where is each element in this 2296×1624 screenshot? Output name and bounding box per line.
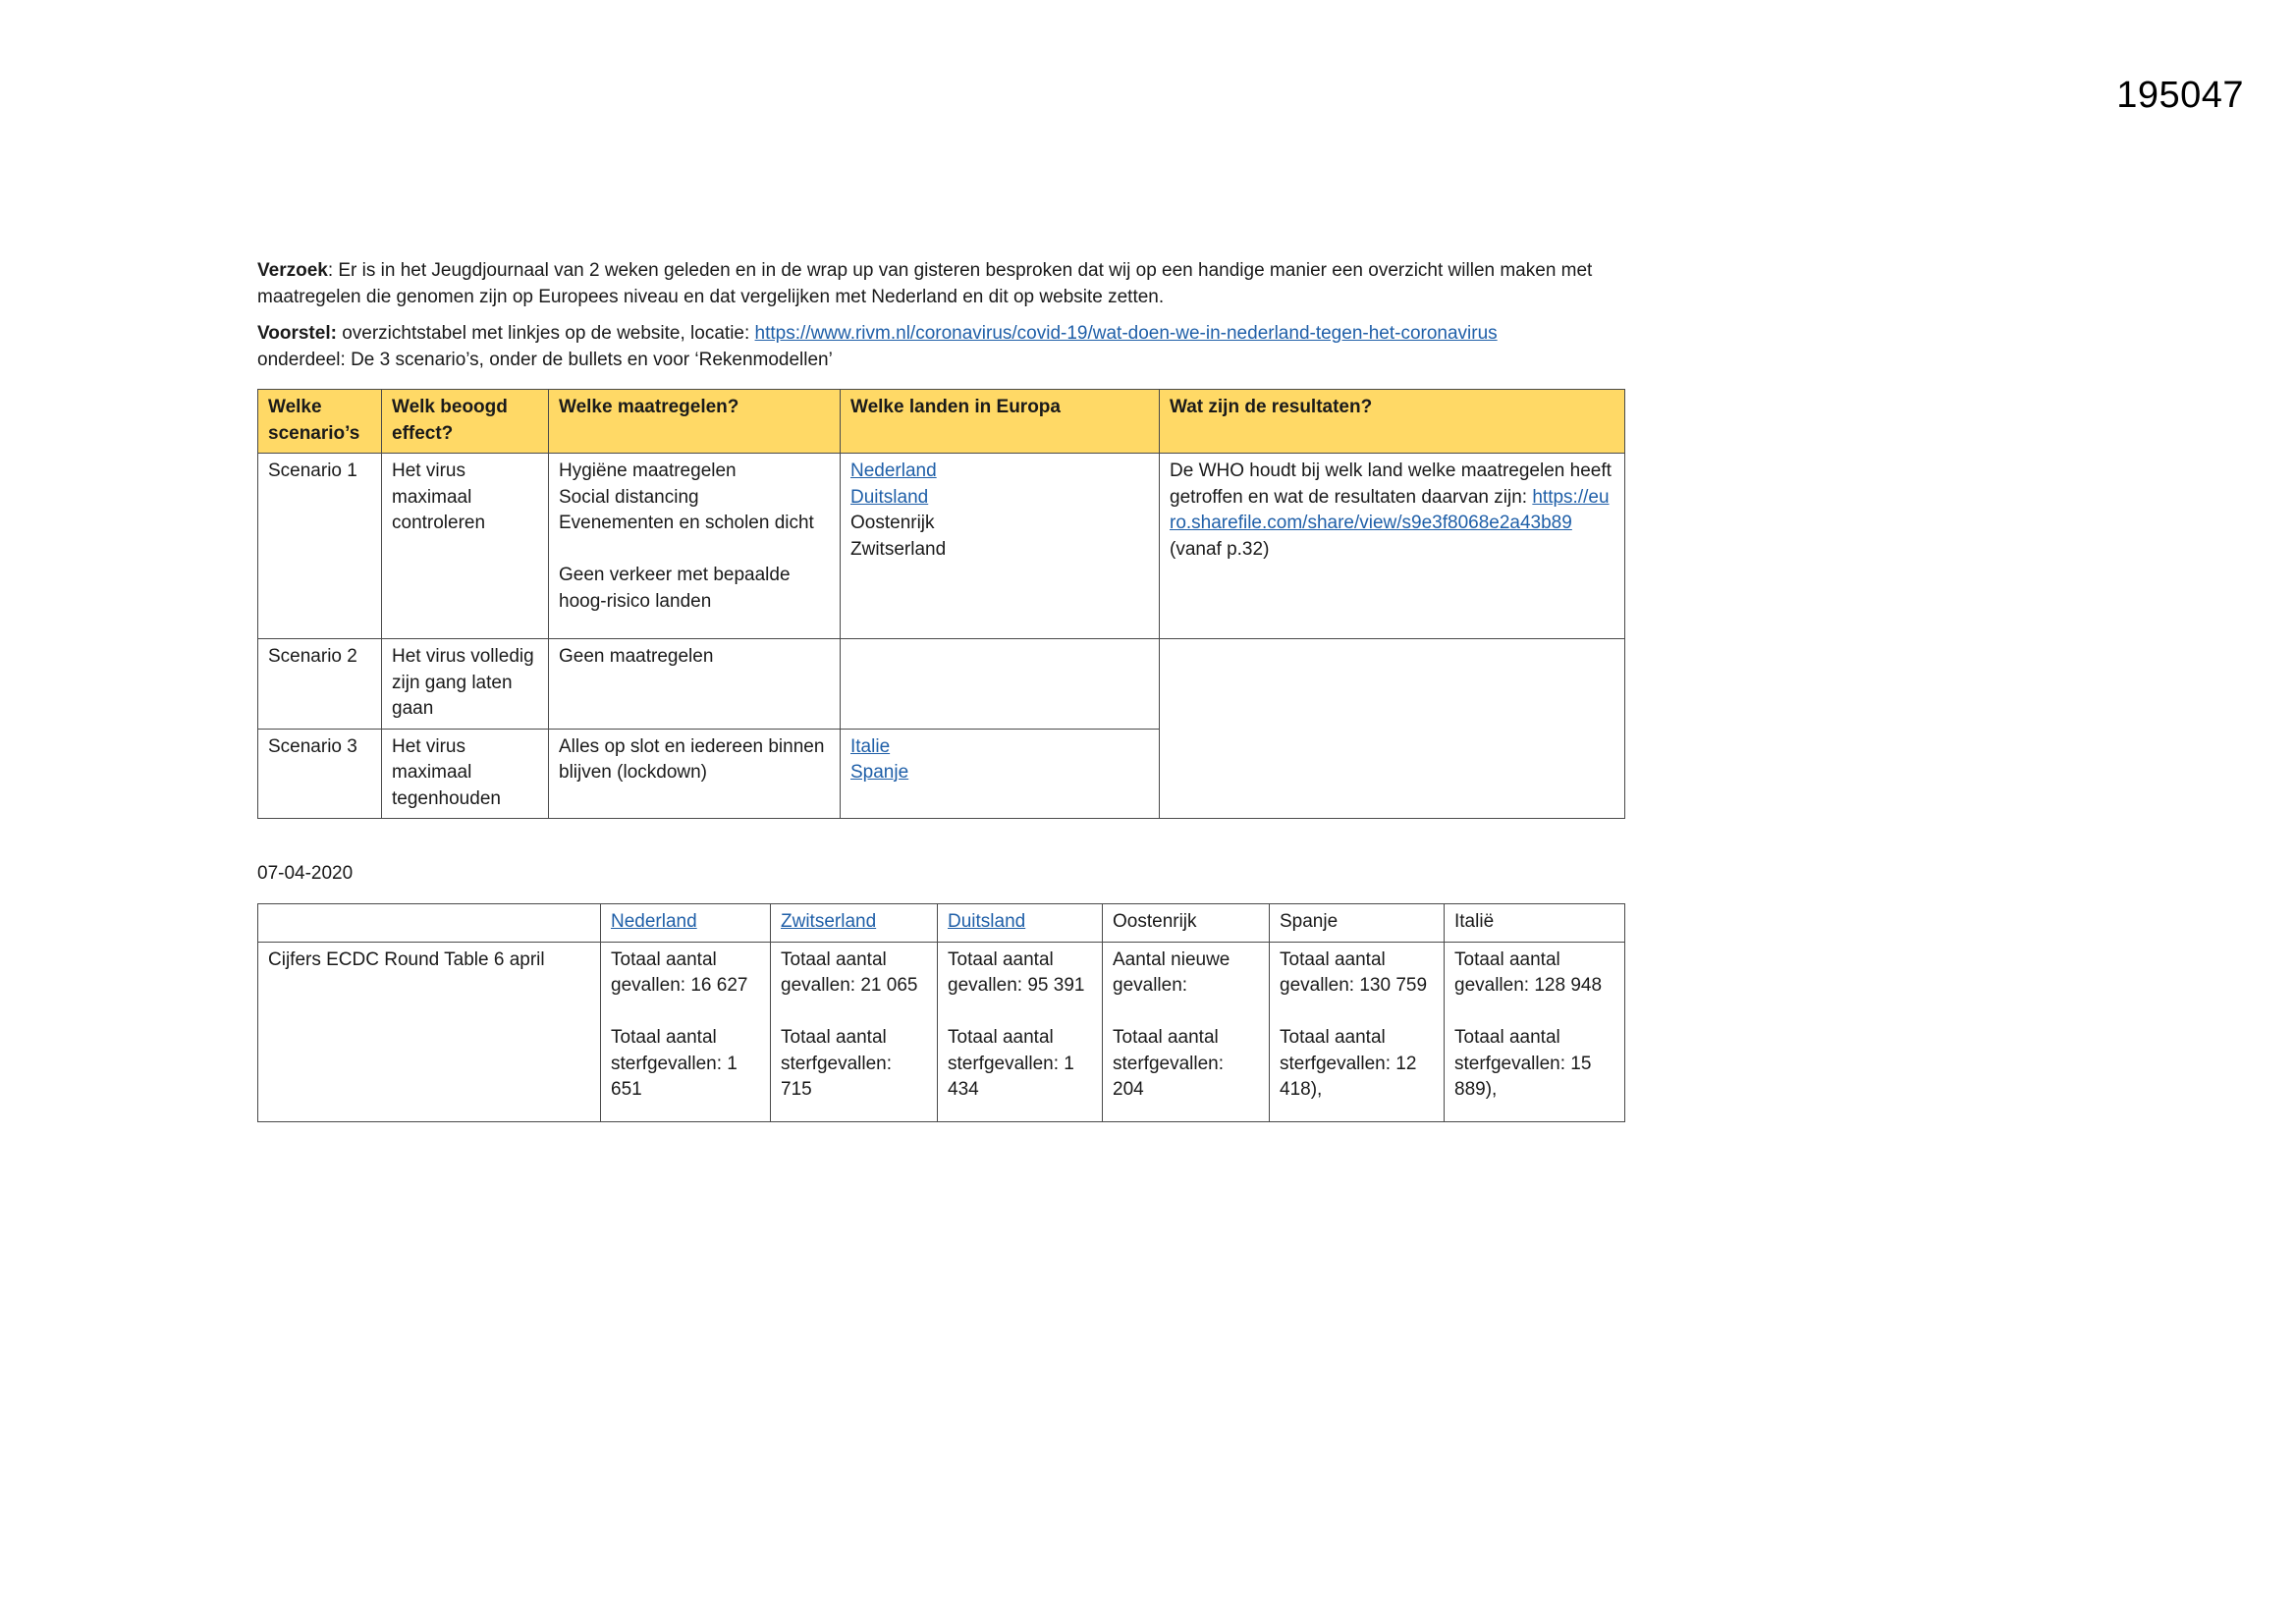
deaths-value: Totaal aantal sterfgevallen: 12 418), [1280,1027,1417,1100]
country-link-zwitserland[interactable]: Zwitserland [781,911,877,932]
scenario-effect: Het virus maximaal controleren [382,454,549,639]
scenario-table [257,389,1625,819]
deaths-value: Totaal aantal sterfgevallen: 1 651 [611,1027,738,1100]
request-paragraph [257,257,1624,310]
header-results: Wat zijn de resultaten? [1160,390,1625,454]
country-link-spanje[interactable]: Spanje [850,762,909,783]
figures-table [257,903,1625,1122]
deaths-value: Totaal aantal sterfgevallen: 715 [781,1027,893,1100]
scenario-results-empty [1160,639,1625,819]
cases-value: Totaal aantal gevallen: 21 065 [781,948,918,996]
figures-cell-zwitserland [771,942,938,1121]
scenario-table-header-row [258,390,1625,454]
measure-item: Hygiëne maatregelen [559,460,737,481]
scenario-name: Scenario 1 [258,454,382,639]
scenario-measures [549,639,841,730]
results-text: De WHO houdt bij welk land welke maatregelen heeft getroffen en wat de resultaten daarvan zijn: [1170,460,1612,508]
scenario-measures [549,729,841,819]
proposal-paragraph [257,320,1624,373]
scenario-measures [549,454,841,639]
scenario-effect: Het virus maximaal tegenhouden [382,729,549,819]
request-text: : Er is in het Jeugdjournaal van 2 weken geleden en in de wrap up van gisteren besproken dat wij op een handige manier een overzicht willen maken met maatregelen die genomen zijn op Europees niveau en dat vergelijken met Nederland en dit op website zetten. [257,260,1593,307]
country-link-nederland[interactable]: Nederland [850,460,937,481]
country-link-nederland[interactable]: Nederland [611,911,697,932]
measure-item: Evenementen en scholen dicht [559,513,814,533]
proposal-label: Voorstel: [257,323,337,344]
cases-value: Totaal aantal gevallen: 95 391 [948,948,1085,996]
figures-cell-italie [1445,942,1625,1121]
scenario-name: Scenario 3 [258,729,382,819]
country-link-duitsland[interactable]: Duitsland [850,486,929,508]
country-link-italie[interactable]: Italie [850,735,891,757]
figures-header-zwitserland [771,904,938,943]
scenario-countries [841,729,1160,819]
table-row [258,942,1625,1121]
figures-cell-oostenrijk [1103,942,1270,1121]
figures-header-row [258,904,1625,943]
header-scenarios: Welke scenario’s [258,390,382,454]
proposal-text: overzichtstabel met linkjes op de website, locatie: [336,323,755,344]
deaths-value: Totaal aantal sterfgevallen: 1 434 [948,1027,1074,1100]
header-effect: Welk beoogd effect? [382,390,549,454]
scenario-effect: Het virus volledig zijn gang laten gaan [382,639,549,730]
figures-header-italie: Italië [1445,904,1625,943]
sharefile-link[interactable]: https://euro.sharefile.com/share/view/s9e3f8068e2a43b89 [1170,486,1610,533]
measure-item: Geen verkeer met bepaalde hoog-risico landen [559,565,791,612]
scenario-countries [841,639,1160,730]
figures-header-spanje: Spanje [1270,904,1445,943]
document-body [257,257,1624,1122]
report-date: 07-04-2020 [257,863,354,884]
header-measures: Welke maatregelen? [549,390,841,454]
table-row [258,639,1625,730]
rivm-link[interactable]: https://www.rivm.nl/coronavirus/covid-19/wat-doen-we-in-nederland-tegen-het-coronavirus [754,323,1498,344]
cases-value: Totaal aantal gevallen: 16 627 [611,948,748,996]
cases-value: Totaal aantal gevallen: 130 759 [1280,948,1428,996]
table-row [258,454,1625,639]
figures-header-nederland [601,904,771,943]
country-link-duitsland[interactable]: Duitsland [948,911,1026,932]
measure-item: Social distancing [559,486,699,508]
deaths-value: Totaal aantal sterfgevallen: 204 [1113,1027,1225,1100]
country-zwitserland: Zwitserland [850,538,947,560]
deaths-value: Totaal aantal sterfgevallen: 15 889), [1454,1027,1592,1100]
measure-item: Alles op slot en iedereen binnen blijven (lockdown) [559,735,825,783]
figures-header-empty [258,904,601,943]
scenario-name: Scenario 2 [258,639,382,730]
country-oostenrijk: Oostenrijk [850,513,935,533]
document-number: 195047 [2116,75,2244,116]
figures-cell-nederland [601,942,771,1121]
results-suffix: (vanaf p.32) [1170,538,1270,560]
measure-item: Geen maatregelen [559,646,714,667]
cases-value: Totaal aantal gevallen: 128 948 [1454,948,1603,996]
figures-header-duitsland [938,904,1103,943]
figures-cell-duitsland [938,942,1103,1121]
cases-value: Aantal nieuwe gevallen: [1113,948,1230,996]
figures-header-oostenrijk: Oostenrijk [1103,904,1270,943]
request-label: Verzoek [257,260,328,281]
scenario-results [1160,454,1625,639]
proposal-text-2: onderdeel: De 3 scenario’s, onder de bullets en voor ‘Rekenmodellen’ [257,350,833,370]
scenario-countries [841,454,1160,639]
figures-row-label: Cijfers ECDC Round Table 6 april [258,942,601,1121]
figures-cell-spanje [1270,942,1445,1121]
header-countries: Welke landen in Europa [841,390,1160,454]
